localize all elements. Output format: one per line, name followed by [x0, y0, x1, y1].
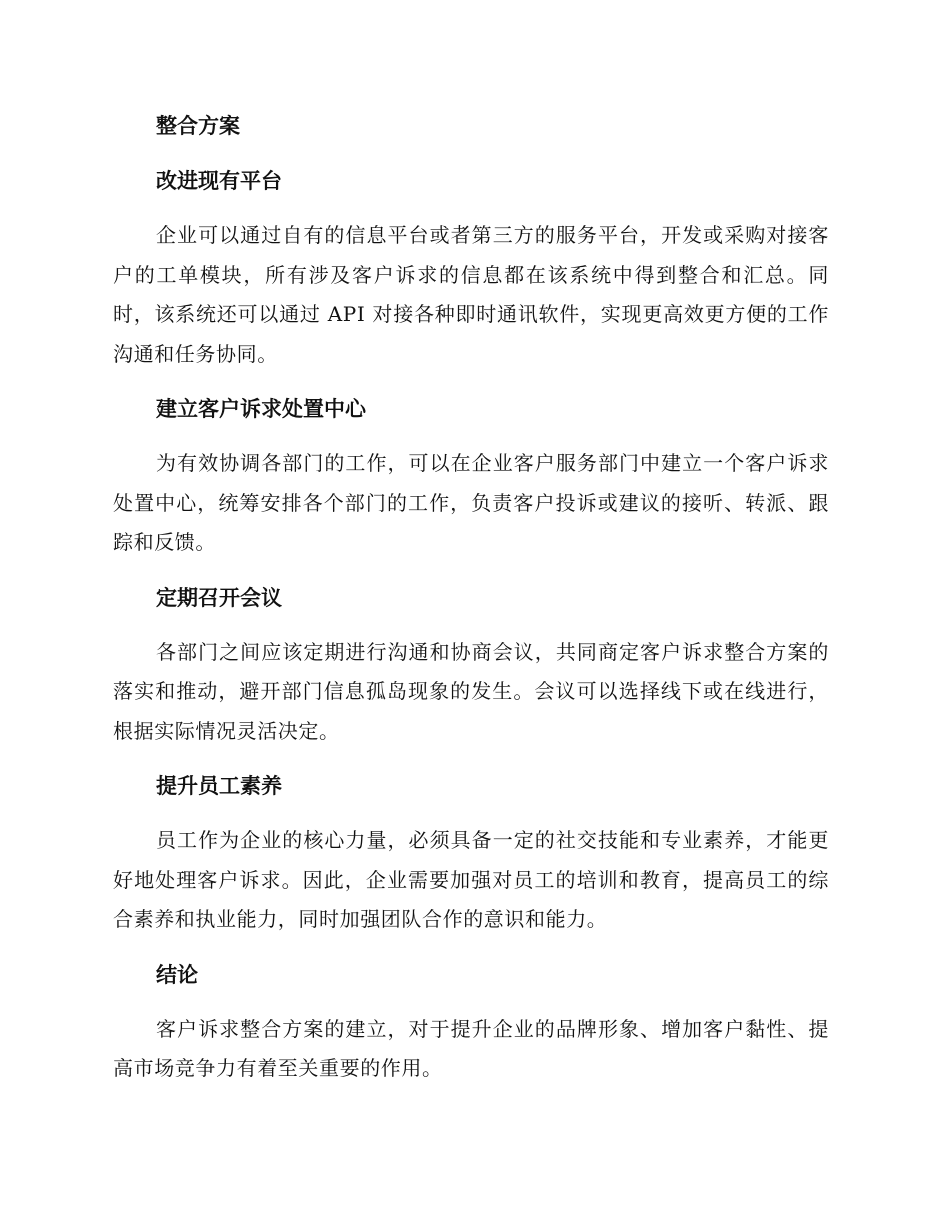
paragraph-staff-quality: 员工作为企业的核心力量，必须具备一定的社交技能和专业素养，才能更好地处理客户诉求。因此，企业需要加强对员工的培训和教育，提高员工的综合素养和执业能力，同时加强团队合作的意识和能力。	[113, 828, 829, 931]
paragraph-conclusion: 客户诉求整合方案的建立，对于提升企业的品牌形象、增加客户黏性、提高市场竞争力有着至关重要的作用。	[113, 1016, 829, 1080]
section-heading-integration-plan: 整合方案	[156, 114, 240, 138]
section-heading-disposal-center: 建立客户诉求处置中心	[156, 397, 366, 421]
section-heading-improve-platform: 改进现有平台	[156, 169, 282, 193]
paragraph-regular-meetings: 各部门之间应该定期进行沟通和协商会议，共同商定客户诉求整合方案的落实和推动，避开部门信息孤岛现象的发生。会议可以选择线下或在线进行，根据实际情况灵活决定。	[113, 639, 829, 743]
section-heading-conclusion: 结论	[156, 962, 198, 987]
paragraph-improve-platform: 企业可以通过自有的信息平台或者第三方的服务平台，开发或采购对接客户的工单模块，所有涉及客户诉求的信息都在该系统中得到整合和汇总。同时，该系统还可以通过 API 对接各种即时通讯软件，实现更高效更方便的工作沟通和任务协同。	[113, 223, 829, 366]
section-heading-staff-quality: 提升员工素养	[156, 774, 282, 798]
section-heading-regular-meetings: 定期召开会议	[156, 585, 282, 610]
document-body	[113, 106, 829, 1104]
paragraph-disposal-center: 为有效协调各部门的工作，可以在企业客户服务部门中建立一个客户诉求处置中心，统筹安排各个部门的工作，负责客户投诉或建议的接听、转派、跟踪和反馈。	[113, 451, 829, 554]
